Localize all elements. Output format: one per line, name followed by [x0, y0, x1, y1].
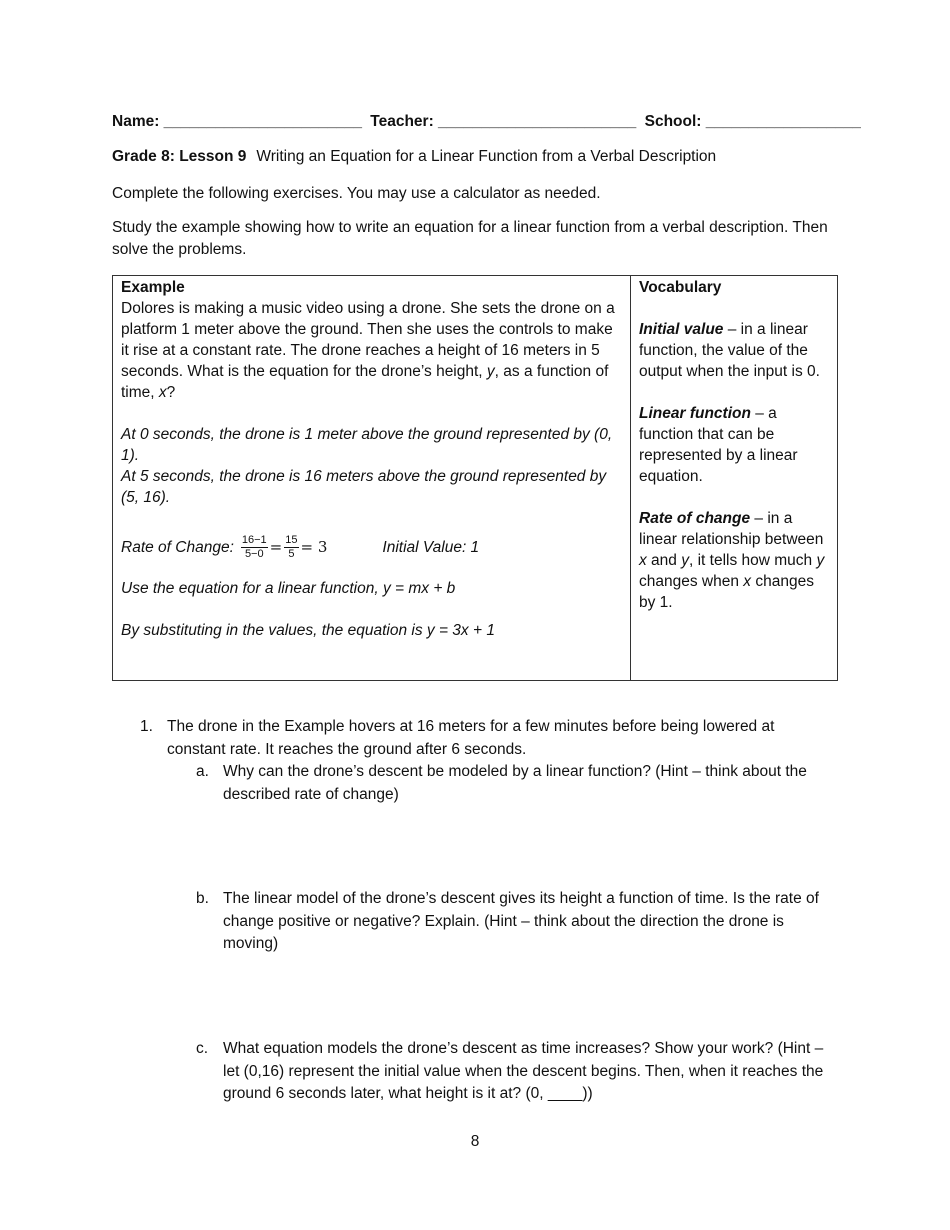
equals-sign: =: [269, 537, 283, 556]
example-title: Example: [121, 279, 185, 296]
fraction-1: $\frac{16-1}{5-0}$: [241, 533, 267, 560]
question-1-text: The drone in the Example hovers at 16 meters for a few minutes before being lowered at constant rate. It reaches the ground after 6 seconds.: [167, 718, 775, 758]
vocab-rate-of-change: Rate of change – in a linear relationship between x and y, it tells how much y changes when x changes by 1.: [639, 510, 825, 611]
initial-value-label: Initial Value: 1: [382, 538, 480, 556]
name-field[interactable]: Name: _______________________: [112, 113, 362, 130]
final-equation: By substituting in the values, the equation is y = 3x + 1: [121, 622, 495, 639]
question-c-text: What equation models the drone’s descent as time increases? Show your work? (Hint – let (0,16) represent the initial value when the descent begins. Then, when it reaches the ground 6 seconds later, what height is it at? (0, ____)): [223, 1040, 824, 1102]
instruction-calculator: Complete the following exercises. You may use a calculator as needed.: [112, 185, 601, 202]
question-a-text: Why can the drone’s descent be modeled by a linear function? (Hint – think about the described rate of change): [223, 763, 807, 803]
question-b-label: b.: [196, 890, 209, 907]
school-field[interactable]: School: __________________: [644, 113, 861, 130]
rate-of-change-line: [121, 532, 622, 562]
lesson-title: Writing an Equation for a Linear Function from a Verbal Description: [256, 148, 717, 165]
teacher-field[interactable]: Teacher: _______________________: [370, 113, 637, 130]
fraction-2: $\frac{15}{5}$: [285, 533, 298, 560]
example-point-2: At 5 seconds, the drone is 16 meters above the ground represented by (5, 16).: [121, 468, 607, 506]
vocab-linear-function: Linear function – a function that can be represented by a linear equation.: [639, 405, 798, 485]
linear-equation-form: Use the equation for a linear function, y = mx + b: [121, 580, 456, 597]
vocabulary-cell: [631, 276, 837, 680]
question-1-number: 1.: [140, 718, 153, 735]
question-c-label: c.: [196, 1040, 209, 1057]
header-fields: [112, 113, 865, 131]
example-vocabulary-table: [112, 275, 838, 681]
lesson-grade: Grade 8: Lesson 9: [112, 148, 247, 165]
page-number: 8: [470, 1133, 480, 1150]
example-intro: Dolores is making a music video using a drone. She sets the drone on a platform 1 meter above the ground. Then she uses the controls to make it rise at a constant rate. The drone reaches a height of 16 meters in 5 seconds. What is the equation for the drone’s height, y, as a function of time, x?: [121, 300, 615, 401]
example-point-1: At 0 seconds, the drone is 1 meter above the ground represented by (0, 1).: [121, 426, 613, 464]
example-cell: [113, 276, 631, 680]
vocab-initial-value: Initial value – in a linear function, the value of the output when the input is 0.: [639, 321, 820, 380]
instruction-study: Study the example showing how to write an equation for a linear function from a verbal description. Then solve the problems.: [112, 219, 828, 258]
lesson-heading: [112, 148, 716, 166]
question-b-text: The linear model of the drone’s descent gives its height a function of time. Is the rate of change positive or negative? Explain. (Hint – think about the direction the drone is moving): [223, 890, 819, 952]
rate-result: = 3: [300, 537, 328, 556]
question-a-label: a.: [196, 763, 209, 780]
vocabulary-title: Vocabulary: [639, 279, 722, 296]
rate-label: Rate of Change:: [121, 538, 234, 556]
